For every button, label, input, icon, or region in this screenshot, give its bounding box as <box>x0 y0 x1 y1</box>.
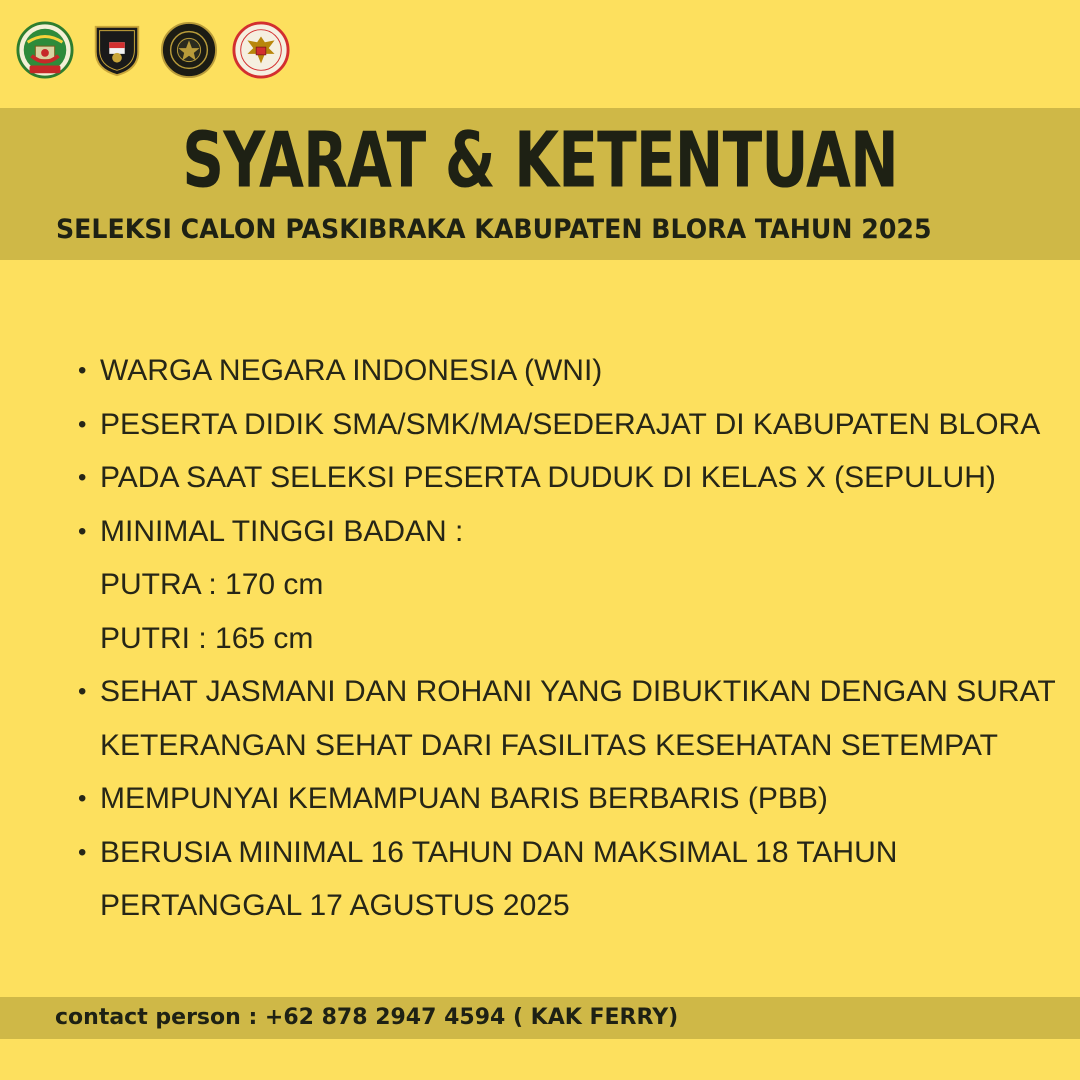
purna-paskibraka-shield-icon <box>88 21 146 79</box>
logo-row <box>16 20 290 80</box>
requirement-line: PUTRI : 165 cm <box>100 621 314 655</box>
bullet-icon: • <box>78 357 87 384</box>
requirement-item <box>78 505 1056 666</box>
bullet-icon: • <box>78 464 87 491</box>
garuda-pancasila-emblem-icon <box>232 21 290 79</box>
requirement-line: PERTANGGAL 17 AGUSTUS 2025 <box>100 889 570 922</box>
contact-person: contact person : +62 878 2947 4594 ( KAK FERRY) <box>55 1005 679 1030</box>
requirements-list <box>78 344 1056 933</box>
bullet-icon: • <box>78 785 87 812</box>
requirement-line: SEHAT JASMANI DAN ROHANI YANG DIBUKTIKAN DENGAN SURAT <box>100 675 1056 708</box>
page-title <box>0 116 1080 204</box>
requirement-line: PUTRA : 170 cm <box>100 568 324 601</box>
requirement-line: PADA SAAT SELEKSI PESERTA DUDUK DI KELAS X (SEPULUH) <box>100 461 996 494</box>
bullet-icon: • <box>78 678 87 705</box>
bullet-icon: • <box>78 517 87 545</box>
requirement-line: MEMPUNYAI KEMAMPUAN BARIS BERBARIS (PBB) <box>100 782 828 815</box>
requirement-item <box>78 344 1056 398</box>
requirement-line: PESERTA DIDIK SMA/SMK/MA/SEDERAJAT DI KABUPATEN BLORA <box>100 407 1041 441</box>
page-subtitle: SELEKSI CALON PASKIBRAKA KABUPATEN BLORA TAHUN 2025 <box>56 214 932 245</box>
requirement-item <box>78 451 1056 505</box>
requirement-line: WARGA NEGARA INDONESIA (WNI) <box>100 354 603 387</box>
requirement-line: MINIMAL TINGGI BADAN : <box>100 514 464 548</box>
requirement-line: KETERANGAN SEHAT DARI FASILITAS KESEHATAN SETEMPAT <box>100 728 998 762</box>
requirement-item <box>78 665 1056 772</box>
requirement-item <box>78 398 1056 452</box>
page-title-text: SYARAT & KETENTUAN <box>182 114 898 206</box>
requirement-item <box>78 772 1056 826</box>
requirement-line: BERUSIA MINIMAL 16 TAHUN DAN MAKSIMAL 18 TAHUN <box>100 835 898 869</box>
blora-regency-crest-icon <box>16 21 74 79</box>
bullet-icon: • <box>78 410 87 438</box>
purna-paskibraka-indonesia-badge-icon <box>160 21 218 79</box>
requirement-item <box>78 826 1056 933</box>
bullet-icon: • <box>78 838 87 866</box>
